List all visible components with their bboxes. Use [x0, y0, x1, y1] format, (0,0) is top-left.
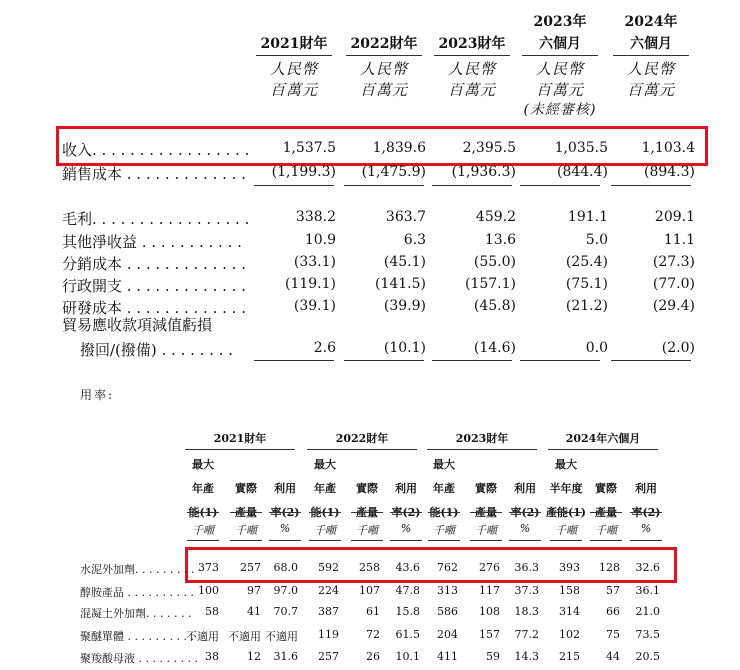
- table-cell: (2.0): [661, 340, 695, 356]
- table-cell: 73.5: [635, 628, 660, 641]
- unit-currency: 人民幣: [269, 60, 318, 78]
- table-cell: 70.7: [273, 605, 298, 618]
- table-cell: 26: [366, 650, 380, 663]
- unit-underline: [269, 540, 301, 541]
- unit-label: 千噸: [314, 524, 336, 537]
- subheader-text: 率(2): [270, 506, 300, 519]
- table-cell: 77.2: [514, 628, 539, 641]
- table-cell: 47.8: [395, 584, 420, 597]
- subheader-text: 率(2): [391, 506, 421, 519]
- subheader-underline: [470, 512, 502, 513]
- subheader-underline: [428, 512, 460, 513]
- subheader-text: 利用: [274, 482, 296, 495]
- subheader-text: 產能(1): [545, 506, 587, 519]
- unit-label: 千噸: [235, 524, 257, 537]
- column-header-line2: 六個月: [630, 36, 672, 52]
- unit-underline: [230, 540, 262, 541]
- total-underline: [611, 185, 691, 186]
- table-cell: 68.0: [273, 561, 298, 574]
- table-cell: (1,475.9): [361, 164, 426, 180]
- table-cell: 38: [205, 650, 219, 663]
- subheader-underline: [590, 512, 622, 513]
- table-cell: 411: [437, 650, 458, 663]
- table-cell: (33.1): [293, 254, 336, 270]
- table-cell: 1,537.5: [282, 140, 336, 156]
- table-cell: 15.8: [395, 605, 420, 618]
- table-cell: 12: [247, 650, 261, 663]
- group-underline: [548, 449, 658, 450]
- table-cell: (25.4): [565, 254, 608, 270]
- unit-underline: [309, 540, 341, 541]
- unit-currency: 人民幣: [447, 60, 496, 78]
- header-underline: [613, 55, 689, 56]
- row-label: 收入. . . . . . . . . . . . . . . . .: [62, 141, 250, 159]
- column-header-line2: 2021財年: [260, 36, 328, 52]
- row-label: 聚羧酸母液 . . . . . . . . .: [80, 652, 198, 665]
- table-cell: 338.2: [295, 209, 336, 225]
- subheader-text: 年產: [314, 482, 336, 495]
- table-cell: 21.0: [635, 605, 660, 618]
- table-cell: 762: [437, 561, 458, 574]
- unit-underline: [590, 540, 622, 541]
- table-cell: 314: [559, 605, 580, 618]
- table-cell: 41: [247, 605, 261, 618]
- table-cell: 215: [559, 650, 580, 663]
- table-cell: 5.0: [585, 232, 608, 248]
- header-underline: [434, 55, 510, 56]
- table-cell: 32.6: [635, 561, 660, 574]
- table-cell: (1,936.3): [451, 164, 516, 180]
- table-cell: 117: [479, 584, 500, 597]
- unit-label: %: [519, 522, 531, 535]
- row-label-continued: 撥回/(撥備) . . . . . . . .: [80, 341, 234, 359]
- unit-underline: [470, 540, 502, 541]
- unit-scale: 百萬元: [359, 81, 408, 99]
- subheader-text: 率(2): [510, 506, 540, 519]
- subheader-text: 能(1): [429, 506, 459, 519]
- table-cell: 158: [559, 584, 580, 597]
- subheader-text: 能(1): [310, 506, 340, 519]
- unit-currency: 人民幣: [626, 60, 675, 78]
- unit-label: 千噸: [475, 524, 497, 537]
- table-cell: 14.3: [514, 650, 539, 663]
- table-cell: 592: [318, 561, 339, 574]
- table-cell: 1,103.4: [641, 140, 695, 156]
- total-underline: [254, 360, 334, 361]
- table-cell: (29.4): [652, 298, 695, 314]
- total-underline: [344, 360, 424, 361]
- table-cell: 100: [198, 584, 219, 597]
- total-underline: [344, 185, 424, 186]
- table-cell: (39.9): [383, 298, 426, 314]
- unit-underline: [509, 540, 541, 541]
- row-label: 毛利. . . . . . . . . . . . . . . . .: [62, 210, 250, 228]
- column-header-line2: 2022財年: [350, 36, 418, 52]
- unit-label: %: [640, 522, 652, 535]
- table-cell: 58: [205, 605, 219, 618]
- subheader-text: 最大: [433, 458, 455, 471]
- unit-underline: [428, 540, 460, 541]
- table-cell: 363.7: [385, 209, 426, 225]
- table-cell: 191.1: [567, 209, 608, 225]
- header-underline: [522, 55, 598, 56]
- group-header: 2023財年: [455, 432, 509, 445]
- subheader-text: 年產: [433, 482, 455, 495]
- unit-label: 千噸: [192, 524, 214, 537]
- table-cell: (157.1): [464, 276, 516, 292]
- column-header-line1: 2024年: [624, 14, 678, 30]
- total-underline: [432, 360, 512, 361]
- table-cell: (844.4): [556, 164, 608, 180]
- table-cell: 313: [437, 584, 458, 597]
- unit-underline: [550, 540, 582, 541]
- unit-label: 千噸: [433, 524, 455, 537]
- header-underline: [346, 55, 422, 56]
- subheader-underline: [309, 512, 341, 513]
- table-cell: 209.1: [654, 209, 695, 225]
- subheader-text: 半年度: [549, 482, 583, 495]
- table-cell: 66: [606, 605, 620, 618]
- unit-scale: 百萬元: [447, 81, 496, 99]
- total-underline: [520, 360, 600, 361]
- unit-currency: 人民幣: [359, 60, 408, 78]
- table-cell: 6.3: [403, 232, 426, 248]
- table-cell: 20.5: [635, 650, 660, 663]
- table-cell: 59: [486, 650, 500, 663]
- table-cell: (39.1): [293, 298, 336, 314]
- unit-scale: 百萬元: [269, 81, 318, 99]
- subheader-text: 年產: [192, 482, 214, 495]
- subheader-text: 利用: [514, 482, 536, 495]
- unit-label: 千噸: [595, 524, 617, 537]
- subheader-underline: [230, 512, 262, 513]
- unit-label: %: [400, 522, 412, 535]
- column-header-line2: 2023財年: [438, 36, 506, 52]
- subheader-text: 最大: [555, 458, 577, 471]
- table-cell: 57: [606, 584, 620, 597]
- subheader-underline: [630, 512, 662, 513]
- row-label: 水泥外加劑. . . . . . . . .: [80, 563, 195, 576]
- subheader-underline: [269, 512, 301, 513]
- table-cell: 1,839.6: [372, 140, 426, 156]
- table-cell: 不適用: [228, 630, 261, 643]
- table-cell: 258: [359, 561, 380, 574]
- table-cell: (1,199.3): [271, 164, 336, 180]
- total-underline: [611, 360, 691, 361]
- unit-underline: [390, 540, 422, 541]
- table-cell: 11.1: [663, 232, 695, 248]
- table-cell: 36.3: [514, 561, 539, 574]
- row-label: 行政開支 . . . . . . . . . . . . .: [62, 277, 246, 295]
- subheader-underline: [509, 512, 541, 513]
- table-cell: (45.1): [383, 254, 426, 270]
- subheader-text: 實際: [235, 482, 257, 495]
- subheader-underline: [187, 512, 219, 513]
- row-label: 銷售成本 . . . . . . . . . . . . .: [62, 165, 246, 183]
- table-cell: 373: [198, 561, 219, 574]
- group-header: 2024年六個月: [565, 432, 641, 445]
- table-cell: 128: [599, 561, 620, 574]
- row-label: 混凝土外加劑. . . . . . .: [80, 607, 192, 620]
- row-label: 聚醚單體 . . . . . . . . . .: [80, 630, 194, 643]
- table-cell: 61: [366, 605, 380, 618]
- table-cell: 108: [479, 605, 500, 618]
- table-cell: (77.0): [652, 276, 695, 292]
- subheader-text: 實際: [475, 482, 497, 495]
- subheader-text: 能(1): [188, 506, 218, 519]
- table-cell: (10.1): [383, 340, 426, 356]
- table-cell: 387: [318, 605, 339, 618]
- unit-label: %: [279, 522, 291, 535]
- subheader-text: 實際: [356, 482, 378, 495]
- table-cell: 37.3: [514, 584, 539, 597]
- table-cell: 1,035.5: [554, 140, 608, 156]
- table-cell: 44: [606, 650, 620, 663]
- table-cell: 不適用: [265, 630, 298, 643]
- table-cell: 224: [318, 584, 339, 597]
- table-cell: 0.0: [585, 340, 608, 356]
- unit-scale: 百萬元: [535, 81, 584, 99]
- table-cell: (27.3): [652, 254, 695, 270]
- header-underline: [256, 55, 332, 56]
- subheader-text: 率(2): [631, 506, 661, 519]
- table-cell: (119.1): [284, 276, 336, 292]
- table-cell: 157: [479, 628, 500, 641]
- table-cell: 276: [479, 561, 500, 574]
- unit-note: (未經審核): [523, 102, 597, 118]
- table-cell: (45.8): [473, 298, 516, 314]
- group-underline: [427, 449, 537, 450]
- unit-scale: 百萬元: [626, 81, 675, 99]
- unit-label: 千噸: [356, 524, 378, 537]
- table-cell: 72: [366, 628, 380, 641]
- table-cell: 204: [437, 628, 458, 641]
- subheader-text: 最大: [314, 458, 336, 471]
- table-cell: 75: [606, 628, 620, 641]
- row-label: 貿易應收款項減值虧損: [62, 316, 213, 334]
- table-cell: 102: [559, 628, 580, 641]
- table-cell: 107: [359, 584, 380, 597]
- table-cell: 不適用: [186, 630, 219, 643]
- table-cell: 257: [318, 650, 339, 663]
- table-cell: 13.6: [484, 232, 516, 248]
- subheader-text: 產量: [595, 506, 617, 519]
- column-header-line2: 六個月: [539, 36, 581, 52]
- table-cell: (21.2): [565, 298, 608, 314]
- unit-underline: [630, 540, 662, 541]
- table-cell: (894.3): [643, 164, 695, 180]
- table-cell: (75.1): [565, 276, 608, 292]
- table-cell: 2,395.5: [462, 140, 516, 156]
- row-label: 其他淨收益 . . . . . . . . . . .: [62, 233, 242, 251]
- subheader-text: 實際: [595, 482, 617, 495]
- subheader-text: 產量: [475, 506, 497, 519]
- table-cell: 586: [437, 605, 458, 618]
- subheader-text: 產量: [356, 506, 378, 519]
- table-cell: 97: [247, 584, 261, 597]
- table-cell: (55.0): [473, 254, 516, 270]
- subheader-text: 最大: [192, 458, 214, 471]
- table-cell: (14.6): [473, 340, 516, 356]
- table-cell: 36.1: [635, 584, 660, 597]
- unit-label: 千噸: [555, 524, 577, 537]
- table-cell: 459.2: [475, 209, 516, 225]
- table-cell: 10.1: [395, 650, 420, 663]
- table-cell: 257: [240, 561, 261, 574]
- table-cell: 31.6: [273, 650, 298, 663]
- unit-underline: [351, 540, 383, 541]
- table-cell: 2.6: [313, 340, 336, 356]
- utilization-label: 用率:: [80, 388, 115, 402]
- subheader-underline: [351, 512, 383, 513]
- unit-currency: 人民幣: [535, 60, 584, 78]
- table-cell: 393: [559, 561, 580, 574]
- subheader-text: 產量: [235, 506, 257, 519]
- subheader-underline: [390, 512, 422, 513]
- subheader-text: 利用: [635, 482, 657, 495]
- group-underline: [307, 449, 417, 450]
- row-label: 分銷成本 . . . . . . . . . . . . .: [62, 255, 246, 273]
- total-underline: [432, 185, 512, 186]
- subheader-text: 利用: [395, 482, 417, 495]
- group-header: 2021財年: [213, 432, 267, 445]
- table-cell: 10.9: [304, 232, 336, 248]
- total-underline: [520, 185, 600, 186]
- table-cell: 97.0: [273, 584, 298, 597]
- group-header: 2022財年: [335, 432, 389, 445]
- table-cell: 43.6: [395, 561, 420, 574]
- row-label: 醇胺產品 . . . . . . . . . .: [80, 586, 194, 599]
- table-cell: 119: [318, 628, 339, 641]
- group-underline: [185, 449, 295, 450]
- column-header-line1: 2023年: [533, 14, 587, 30]
- table-cell: 61.5: [395, 628, 420, 641]
- subheader-underline: [550, 512, 582, 513]
- row-label: 研發成本 . . . . . . . . . . . . .: [62, 299, 246, 317]
- table-cell: 18.3: [514, 605, 539, 618]
- table-cell: (141.5): [374, 276, 426, 292]
- unit-underline: [187, 540, 219, 541]
- total-underline: [254, 185, 334, 186]
